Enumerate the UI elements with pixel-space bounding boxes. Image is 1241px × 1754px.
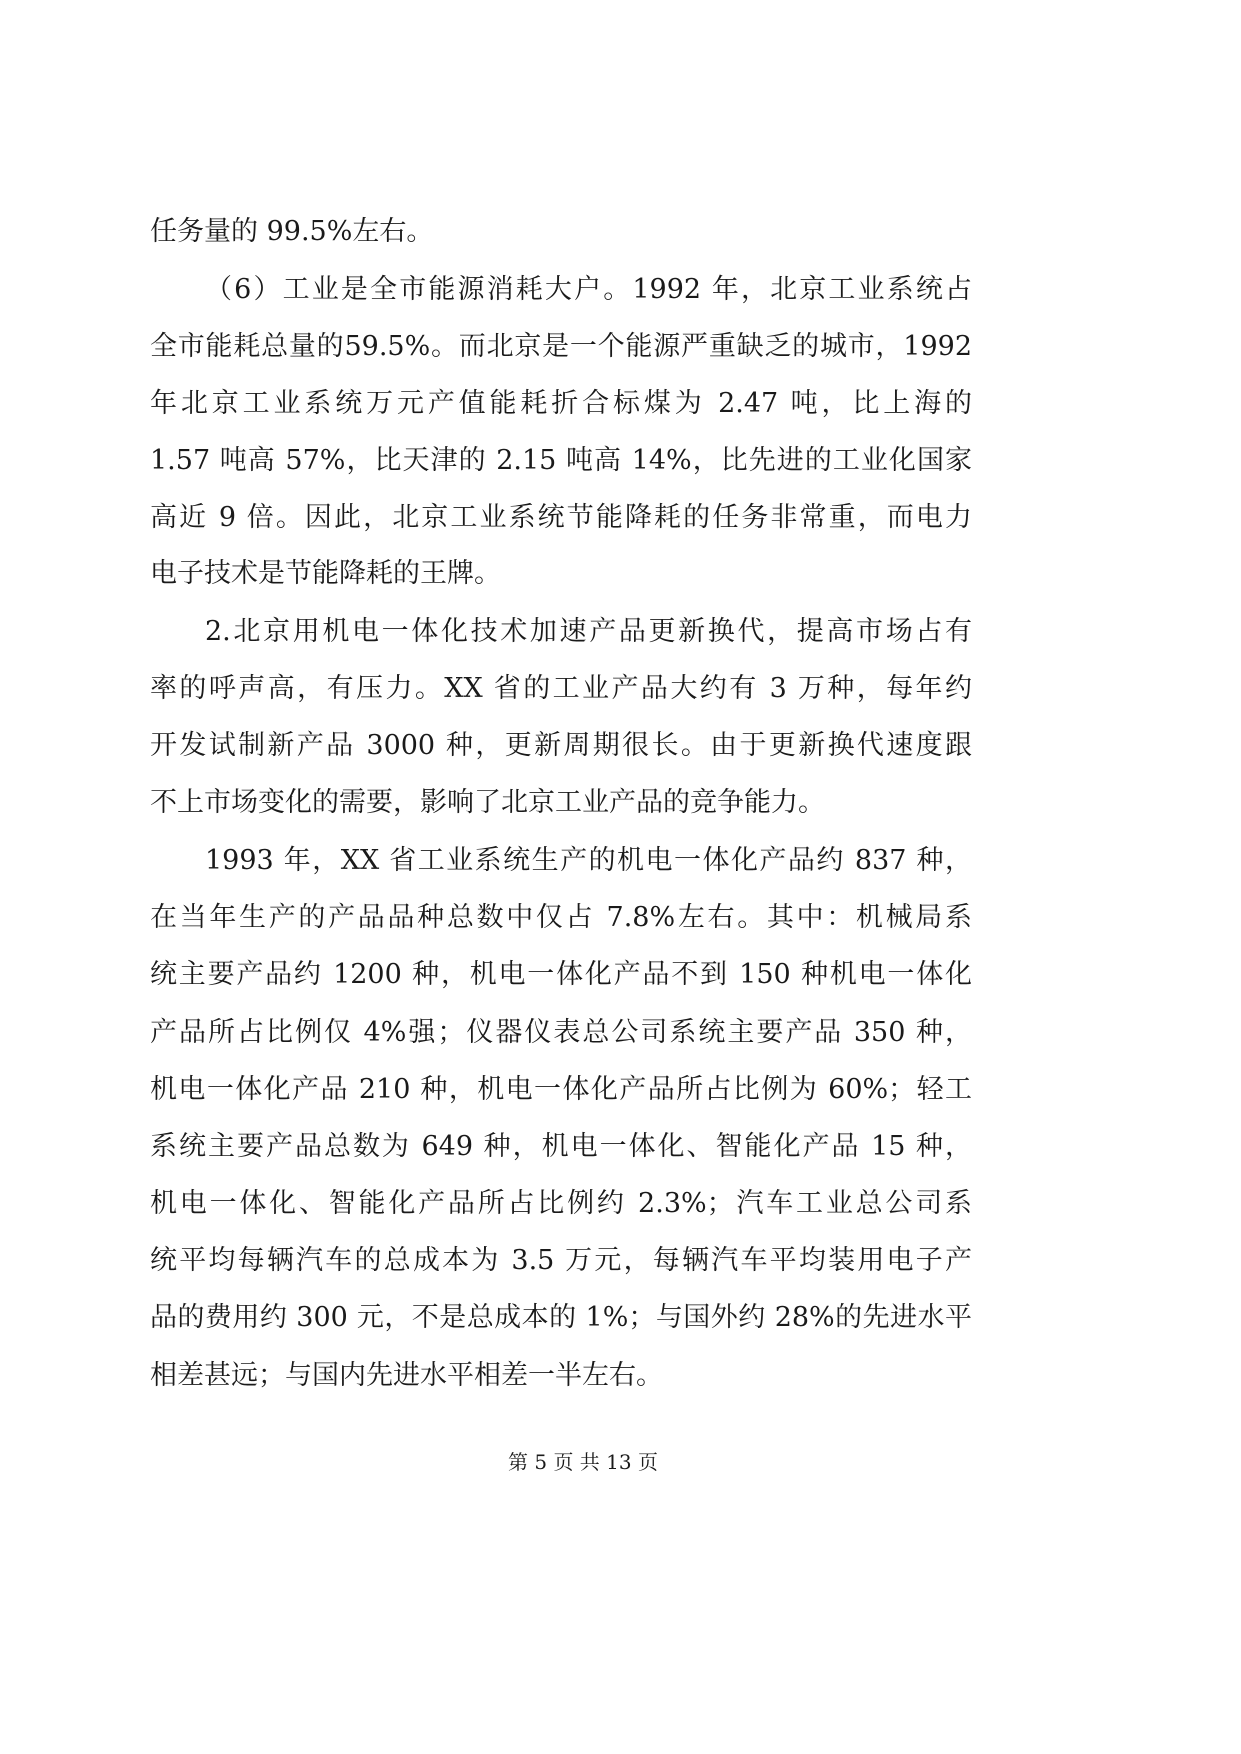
text-line: 开发试制新产品 3000 种，更新周期很长。由于更新换代速度跟 <box>150 730 972 761</box>
text-line: 产品所占比例仅 4%强；仪器仪表总公司系统主要产品 350 种， <box>150 1017 972 1048</box>
text-line: 年北京工业系统万元产值能耗折合标煤为 2.47 吨，比上海的 <box>150 388 972 419</box>
text-line: 机电一体化产品 210 种，机电一体化产品所占比例为 60%；轻工 <box>150 1074 972 1105</box>
text-line: 机电一体化、智能化产品所占比例约 2.3%；汽车工业总公司系 <box>150 1188 972 1219</box>
paragraph-start-line: （6）工业是全市能源消耗大户。1992 年，北京工业系统占 <box>205 274 972 305</box>
text-line: 任务量的 99.5%左右。 <box>150 216 434 247</box>
text-line: 统平均每辆汽车的总成本为 3.5 万元，每辆汽车平均装用电子产 <box>150 1245 972 1276</box>
paragraph-start-line: 1993 年，XX 省工业系统生产的机电一体化产品约 837 种， <box>205 845 972 876</box>
text-line: 在当年生产的产品品种总数中仅占 7.8%左右。其中：机械局系 <box>150 902 972 933</box>
text-line: 率的呼声高，有压力。XX 省的工业产品大约有 3 万种，每年约 <box>150 673 972 704</box>
text-line: 品的费用约 300 元，不是总成本的 1%；与国外约 28%的先进水平 <box>150 1302 972 1333</box>
page-number-footer: 第 5 页 共 13 页 <box>508 1450 658 1474</box>
text-line: 不上市场变化的需要，影响了北京工业产品的竞争能力。 <box>150 787 825 818</box>
text-line: 高近 9 倍。因此，北京工业系统节能降耗的任务非常重，而电力 <box>150 502 972 533</box>
text-line: 电子技术是节能降耗的王牌。 <box>150 558 501 589</box>
text-line: 全市能耗总量的59.5%。而北京是一个能源严重缺乏的城市，1992 <box>150 331 972 362</box>
text-line: 相差甚远；与国内先进水平相差一半左右。 <box>150 1360 663 1391</box>
paragraph-start-line: 2.北京用机电一体化技术加速产品更新换代，提高市场占有 <box>205 616 972 647</box>
text-line: 1.57 吨高 57%，比天津的 2.15 吨高 14%，比先进的工业化国家 <box>150 445 972 476</box>
text-line: 统主要产品约 1200 种，机电一体化产品不到 150 种机电一体化 <box>150 959 972 990</box>
text-line: 系统主要产品总数为 649 种，机电一体化、智能化产品 15 种， <box>150 1131 972 1162</box>
